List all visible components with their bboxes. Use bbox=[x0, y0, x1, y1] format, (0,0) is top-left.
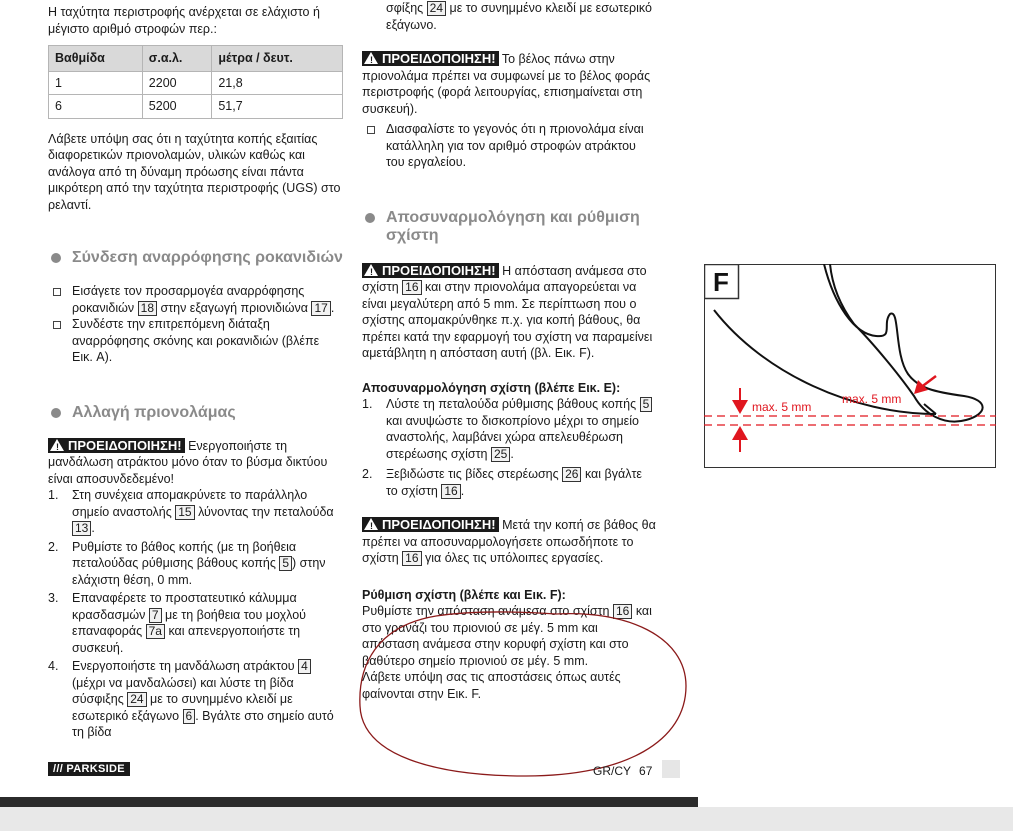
table-cell: 1 bbox=[49, 71, 143, 95]
text: λύνοντας την πεταλούδα bbox=[194, 504, 334, 519]
warning-paragraph bbox=[362, 517, 656, 567]
bullet-dot-icon bbox=[51, 408, 61, 418]
subheading-adjustment: Ρύθμιση σχίστη (βλέπε και Εικ. F): bbox=[362, 587, 566, 602]
warning-label: ΠΡΟΕΙΔΟΠΟΙΗΣΗ! bbox=[382, 262, 496, 278]
part-number: 26 bbox=[562, 467, 581, 482]
table-header-row bbox=[49, 46, 343, 72]
text: Εισάγετε τον προσαρμογέα αναρρόφησης ροκανιδιών bbox=[72, 284, 305, 315]
text: (μέχρι να μανδαλώσει) και λύστε τη βίδα σύσφιξης bbox=[72, 675, 294, 706]
text: και ανυψώστε το δισκοπρίονο μέχρι το σημείο αναστολής, λαμβάνει χώρα απελευθέρωση στερέωσης σχίστη bbox=[386, 413, 639, 461]
part-number: 15 bbox=[175, 505, 194, 520]
text: για όλες τις υπόλοιπες εργασίες. bbox=[421, 551, 604, 565]
table-cell: 51,7 bbox=[212, 95, 343, 119]
warning-triangle-icon: ! bbox=[364, 52, 378, 64]
text: Ενεργοποιήστε τη μανδάλωση ατράκτου bbox=[72, 659, 299, 673]
warning-label: ΠΡΟΕΙΔΟΠΟΙΗΣΗ! bbox=[382, 51, 496, 66]
part-number: 24 bbox=[427, 1, 446, 16]
text: Ρυθμίστε την απόσταση ανάμεσα στο σχίστη bbox=[362, 604, 613, 618]
part-number: 4 bbox=[298, 659, 311, 674]
figure-f-diagram bbox=[704, 264, 996, 468]
warning-triangle-icon: ! bbox=[364, 264, 378, 276]
text: και στην πριονολάμα απαγορεύεται να είναι μεγαλύτερη από 5 mm. Σε περίπτωση που ο σχίστης απομακρύνθηκε π.χ. για κοπή βάθους, θα πρέπει κατά την εφαρμογή του σχίστη να παραμείνει αμετάβλητη η απόσταση αυτή (βλ. Εικ. F). bbox=[362, 280, 653, 360]
table-row bbox=[49, 71, 343, 95]
brand-logo: /// PARKSIDE bbox=[48, 762, 130, 776]
text: . bbox=[330, 300, 335, 315]
part-number: 6 bbox=[183, 709, 196, 724]
part-number: 7 bbox=[149, 608, 162, 623]
text: με το συνημμένο κλειδί με εσωτερικό εξάγωνο bbox=[72, 692, 293, 723]
text: Ξεβιδώστε τις βίδες στερέωσης bbox=[386, 467, 563, 481]
annotation-ellipse bbox=[356, 606, 692, 782]
text: και απενεργοποιήστε τη συσκευή. bbox=[72, 624, 301, 655]
table-cell: 5200 bbox=[142, 95, 212, 119]
warning-paragraph bbox=[362, 263, 656, 362]
text: Στη συνέχεια απομακρύνετε το παράλληλο σημείο αναστολής bbox=[72, 488, 308, 519]
text: ) στην ελάχιστη θέση, 0 mm. bbox=[72, 556, 326, 587]
text: . bbox=[510, 446, 514, 461]
table-row bbox=[49, 95, 343, 119]
text: . bbox=[91, 521, 95, 535]
heading-text: Αποσυναρμολόγηση και ρύθμιση σχίστη bbox=[386, 208, 640, 244]
blade-change-steps bbox=[48, 487, 343, 741]
table-cell: 2200 bbox=[142, 71, 212, 95]
speed-note: Λάβετε υπόψη σας ότι η ταχύτητα κοπής εξαιτίας διαφορετικών πριονολαμών, υλικών καθώς και ανάλογα από τη δύναμη πρόωσης είναι πάντα μικρότερη από την ταχύτητα περιστροφής (UGS) στο ρελαντί. bbox=[48, 131, 341, 212]
part-number: 16 bbox=[441, 484, 460, 499]
heading-riving-knife bbox=[362, 209, 656, 245]
col-header: σ.α.λ. bbox=[142, 46, 212, 72]
part-number: 16 bbox=[402, 551, 421, 566]
col-header: μέτρα / δευτ. bbox=[212, 46, 343, 72]
list-item bbox=[48, 590, 343, 656]
list-item bbox=[362, 466, 656, 499]
checkbox-square-icon bbox=[53, 321, 61, 329]
text: σφίξης bbox=[386, 1, 427, 15]
checkbox-square-icon bbox=[367, 126, 375, 134]
text: και βγάλτε το σχίστη bbox=[386, 467, 642, 498]
list-item bbox=[48, 487, 343, 537]
figure-frame bbox=[705, 265, 996, 468]
text: . bbox=[460, 483, 465, 498]
warning-label: ΠΡΟΕΙΔΟΠΟΙΗΣΗ! bbox=[382, 517, 496, 532]
part-number: 16 bbox=[402, 280, 421, 295]
step-number: 3. bbox=[48, 591, 59, 605]
ellipse-stroke bbox=[360, 612, 686, 776]
warning-paragraph bbox=[48, 438, 343, 488]
warning-badge bbox=[362, 51, 499, 66]
part-number: 5 bbox=[279, 556, 292, 571]
list-item bbox=[48, 539, 343, 589]
heading-dust-extraction bbox=[48, 249, 343, 267]
text: Ρυθμίστε το βάθος κοπής (με τη βοήθεια πεταλούδας ρύθμισης βάθους κοπής bbox=[72, 539, 297, 570]
text: στην εξαγωγή πριονιδιώνα bbox=[157, 300, 312, 315]
right-column bbox=[362, 0, 656, 702]
text: Η απόσταση ανάμεσα στο σχίστη bbox=[362, 263, 647, 294]
bullet-dot-icon bbox=[51, 253, 61, 263]
step-number: 4. bbox=[48, 659, 59, 673]
part-number: 7a bbox=[146, 624, 165, 639]
part-number: 5 bbox=[640, 397, 653, 412]
step-number: 2. bbox=[48, 539, 59, 554]
table-cell: 21,8 bbox=[212, 71, 343, 95]
dimension-label: max. 5 mm bbox=[752, 400, 812, 414]
text: . Βγάλτε στο σημείο αυτό τη βίδα bbox=[72, 708, 334, 739]
part-number: 13 bbox=[72, 521, 91, 536]
region-label: GR/CY bbox=[593, 764, 632, 778]
warning-label: ΠΡΟΕΙΔΟΠΟΙΗΣΗ! bbox=[68, 437, 182, 453]
warning-paragraph bbox=[362, 51, 656, 117]
disassembly-steps bbox=[362, 396, 656, 499]
text: Επαναφέρετε το προστατευτικό κάλυμμα κρασδασμών bbox=[72, 591, 297, 622]
dimension-label: max. 5 mm bbox=[842, 392, 902, 406]
page-footer bbox=[593, 764, 652, 778]
adjustment-note: Λάβετε υπόψη σας τις αποστάσεις όπως αυτές φαίνονται στην Εικ. F. bbox=[362, 670, 621, 701]
list-item bbox=[48, 283, 343, 316]
list-item bbox=[48, 316, 343, 366]
subheading-disassembly: Αποσυναρμολόγηση σχίστη (βλέπε Εικ. E): bbox=[362, 380, 621, 395]
continued-step bbox=[362, 0, 656, 33]
table-cell: 6 bbox=[49, 95, 143, 119]
checkbox-square-icon bbox=[53, 288, 61, 296]
bullet-dot-icon bbox=[365, 213, 375, 223]
footer-tab bbox=[662, 760, 680, 778]
part-number: 17 bbox=[311, 301, 330, 316]
warning-badge bbox=[48, 438, 185, 453]
heading-blade-change bbox=[48, 404, 343, 422]
part-number: 16 bbox=[613, 604, 632, 619]
page-number: 67 bbox=[639, 764, 653, 778]
warning-badge bbox=[362, 517, 499, 532]
text: με τη βοήθεια του μοχλού επαναφοράς bbox=[72, 607, 307, 638]
list-item bbox=[362, 396, 656, 462]
text: Το βέλος πάνω στην πριονολάμα πρέπει να συμφωνεί με το βέλος φοράς περιστροφής (φορά λειτουργίας, επισημαίνεται στη συσκευή). bbox=[362, 52, 651, 116]
speed-table bbox=[48, 45, 343, 119]
step-number: 2. bbox=[362, 467, 373, 481]
text: Λύστε τη πεταλούδα ρύθμισης βάθους κοπής bbox=[386, 397, 640, 411]
heading-text: Σύνδεση αναρρόφησης ροκανιδιών bbox=[72, 249, 343, 266]
list-item bbox=[48, 658, 343, 741]
part-number: 18 bbox=[138, 301, 157, 316]
heading-text: Αλλαγή πριονολάμας bbox=[72, 403, 236, 421]
viewer-gutter bbox=[0, 807, 1013, 831]
speed-intro: Η ταχύτητα περιστροφής ανέρχεται σε ελάχιστο ή μέγιστο αριθμό στροφών περ.: bbox=[48, 5, 320, 36]
viewer-bottom-bar bbox=[0, 797, 698, 807]
text: Συνδέστε την επιτρεπόμενη διάταξη αναρρόφησης σκόνης και ροκανιδιών (βλέπε Εικ. A). bbox=[72, 317, 320, 364]
text: και στο γρανάζι του πριονιού σε μέγ. 5 mm και απόσταση ανάμεσα στην κορυφή σχίστη και στο βαθύτερο σημείο πριονιού σε μέγ. 5 mm. bbox=[362, 604, 652, 668]
list-item bbox=[362, 121, 656, 171]
text: Ενεργοποιήστε τη μανδάλωση ατράκτου μόνο όταν το βύσμα δικτύου είναι αποσυνδεδεμένο! bbox=[48, 438, 328, 486]
part-number: 25 bbox=[491, 447, 510, 462]
warning-triangle-icon: ! bbox=[364, 518, 378, 530]
left-column bbox=[48, 4, 343, 741]
part-number: 24 bbox=[127, 692, 146, 707]
warning-badge bbox=[362, 263, 499, 278]
warning-triangle-icon: ! bbox=[50, 439, 64, 451]
col-header: Βαθμίδα bbox=[49, 46, 143, 72]
step-number: 1. bbox=[362, 397, 373, 411]
text: Διασφαλίστε το γεγονός ότι η πριονολάμα είναι κατάλληλη για τον αριθμό στροφών ατράκτου του εργαλείου. bbox=[386, 122, 644, 169]
step-number: 1. bbox=[48, 488, 59, 502]
text: με το συνημμένο κλειδί με εσωτερικό εξάγωνο. bbox=[386, 1, 652, 32]
figure-label: F bbox=[713, 267, 729, 297]
text: Μετά την κοπή σε βάθος θα πρέπει να αποσυναρμολογήσετε οπωσδήποτε το σχίστη bbox=[362, 518, 656, 565]
